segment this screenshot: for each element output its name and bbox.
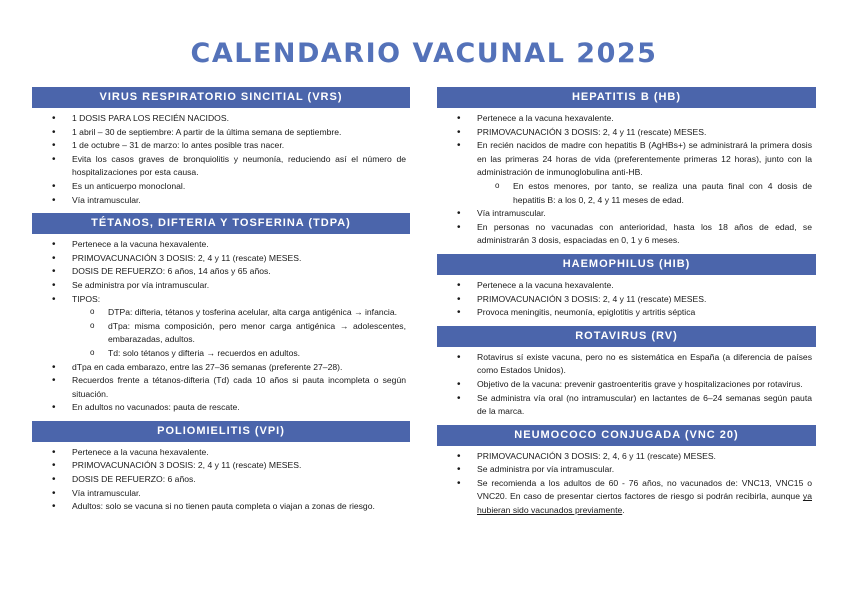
list-item: • En adultos no vacunados: pauta de rescate.: [32, 401, 410, 415]
sub-list-item: o DTPa: difteria, tétanos y tosferina acelular, alta carga antigénica → infancia.: [32, 306, 410, 320]
underlined-text: ya hubieran sido vacunados previamente: [477, 491, 812, 516]
item-end: .: [622, 505, 625, 516]
list-item: • Adultos: solo se vacuna si no tienen pauta completa o viajan a zonas de riesgo.: [32, 500, 410, 514]
list-item: • Provoca meningitis, neumonía, epiglotitis y artritis séptica: [437, 306, 816, 320]
list-item: • Pertenece a la vacuna hexavalente.: [32, 238, 410, 252]
list-item: • 1 DOSIS PARA LOS RECIÉN NACIDOS.: [32, 112, 410, 126]
list-item: [437, 477, 816, 518]
section-tdpa: [32, 213, 410, 415]
bullet-list: [32, 238, 410, 415]
list-item: • En recién nacidos de madre con hepatitis B (AgHBs+) se administrará la primera dosis en las primeras 24 horas de vida (preferentemente primeras 12 horas), junto con la administración de inmunoglobulina anti-HB.: [437, 139, 816, 180]
list-item: • PRIMOVACUNACIÓN 3 DOSIS: 2, 4 y 11 (rescate) MESES.: [32, 459, 410, 473]
list-item: • PRIMOVACUNACIÓN 3 DOSIS: 2, 4 y 11 (rescate) MESES.: [437, 126, 816, 140]
section-hib: [437, 254, 816, 320]
section-hb: [437, 87, 816, 248]
section-heading: NEUMOCOCO CONJUGADA (VNC 20): [437, 425, 816, 446]
list-item: • Evita los casos graves de bronquiolitis y neumonía, reduciendo así el número de hospitalizaciones por esta causa.: [32, 153, 410, 180]
list-item: • Vía intramuscular.: [437, 207, 816, 221]
bullet-list: [437, 112, 816, 248]
list-item: • PRIMOVACUNACIÓN 3 DOSIS: 2, 4, 6 y 11 (rescate) MESES.: [437, 450, 816, 464]
list-item: • PRIMOVACUNACIÓN 3 DOSIS: 2, 4 y 11 (rescate) MESES.: [32, 252, 410, 266]
list-item: • Vía intramuscular.: [32, 194, 410, 208]
section-rv: [437, 326, 816, 419]
sub-list-item: o En estos menores, por tanto, se realiza una pauta final con 4 dosis de hepatitis B: a los 0, 2, 4 y 11 meses de edad.: [437, 180, 816, 207]
section-heading: HEPATITIS B (HB): [437, 87, 816, 108]
list-item: • 1 de octubre – 31 de marzo: lo antes posible tras nacer.: [32, 139, 410, 153]
section-heading: POLIOMIELITIS (VPI): [32, 421, 410, 442]
section-heading: VIRUS RESPIRATORIO SINCITIAL (VRS): [32, 87, 410, 108]
list-item: • Pertenece a la vacuna hexavalente.: [437, 279, 816, 293]
list-item: • TIPOS:: [32, 293, 410, 307]
list-item: • 1 abril – 30 de septiembre: A partir de la última semana de septiembre.: [32, 126, 410, 140]
bullet-list: [32, 112, 410, 207]
list-item: • Objetivo de la vacuna: prevenir gastroenteritis grave y hospitalizaciones por rotavirus.: [437, 378, 816, 392]
left-column: [32, 87, 410, 514]
right-column: [437, 87, 816, 518]
list-item: • Rotavirus sí existe vacuna, pero no es sistemática en España (a diferencia de países como Estados Unidos).: [437, 351, 816, 378]
section-heading: ROTAVIRUS (RV): [437, 326, 816, 347]
sub-list-item: o Td: solo tétanos y difteria → recuerdos en adultos.: [32, 347, 410, 361]
list-item: • Se administra por vía intramuscular.: [437, 463, 816, 477]
list-item: • En personas no vacunadas con anterioridad, hasta los 18 años de edad, se administrarán 3 dosis, espaciadas en 0, 1 y 6 meses.: [437, 221, 816, 248]
list-item: • Es un anticuerpo monoclonal.: [32, 180, 410, 194]
list-item: • DOSIS DE REFUERZO: 6 años, 14 años y 65 años.: [32, 265, 410, 279]
list-item: • dTpa en cada embarazo, entre las 27–36 semanas (preferente 27–28).: [32, 361, 410, 375]
list-item: • PRIMOVACUNACIÓN 3 DOSIS: 2, 4 y 11 (rescate) MESES.: [437, 293, 816, 307]
section-vnc20: [437, 425, 816, 518]
bullet-list: [32, 446, 410, 514]
section-heading: TÉTANOS, DIFTERIA Y TOSFERINA (TDPA): [32, 213, 410, 234]
list-item: • DOSIS DE REFUERZO: 6 años.: [32, 473, 410, 487]
list-item: • Se administra por vía intramuscular.: [32, 279, 410, 293]
list-item: • Se administra vía oral (no intramuscular) en lactantes de 6–24 semanas según pauta de la marca.: [437, 392, 816, 419]
list-item: • Vía intramuscular.: [32, 487, 410, 501]
bullet-list: [437, 279, 816, 320]
section-vrs: [32, 87, 410, 207]
sub-list-item: o dTpa: misma composición, pero menor carga antigénica → adolescentes, embarazadas, adultos.: [32, 320, 410, 347]
bullet-list: [437, 450, 816, 518]
page-title: CALENDARIO VACUNAL 2025: [190, 38, 658, 69]
section-heading: HAEMOPHILUS (HIB): [437, 254, 816, 275]
list-item: • Pertenece a la vacuna hexavalente.: [437, 112, 816, 126]
section-vpi: [32, 421, 410, 514]
item-text: Se recomienda a los adultos de 60 - 76 años, no vacunados de: VNC13, VNC15 o VNC20. En caso de presentar ciertos factores de riesgo si podrán recibirla, aunque: [477, 477, 812, 502]
list-item: • Recuerdos frente a tétanos-difteria (Td) cada 10 años si pauta incompleta o según situación.: [32, 374, 410, 401]
list-item: • Pertenece a la vacuna hexavalente.: [32, 446, 410, 460]
bullet-list: [437, 351, 816, 419]
